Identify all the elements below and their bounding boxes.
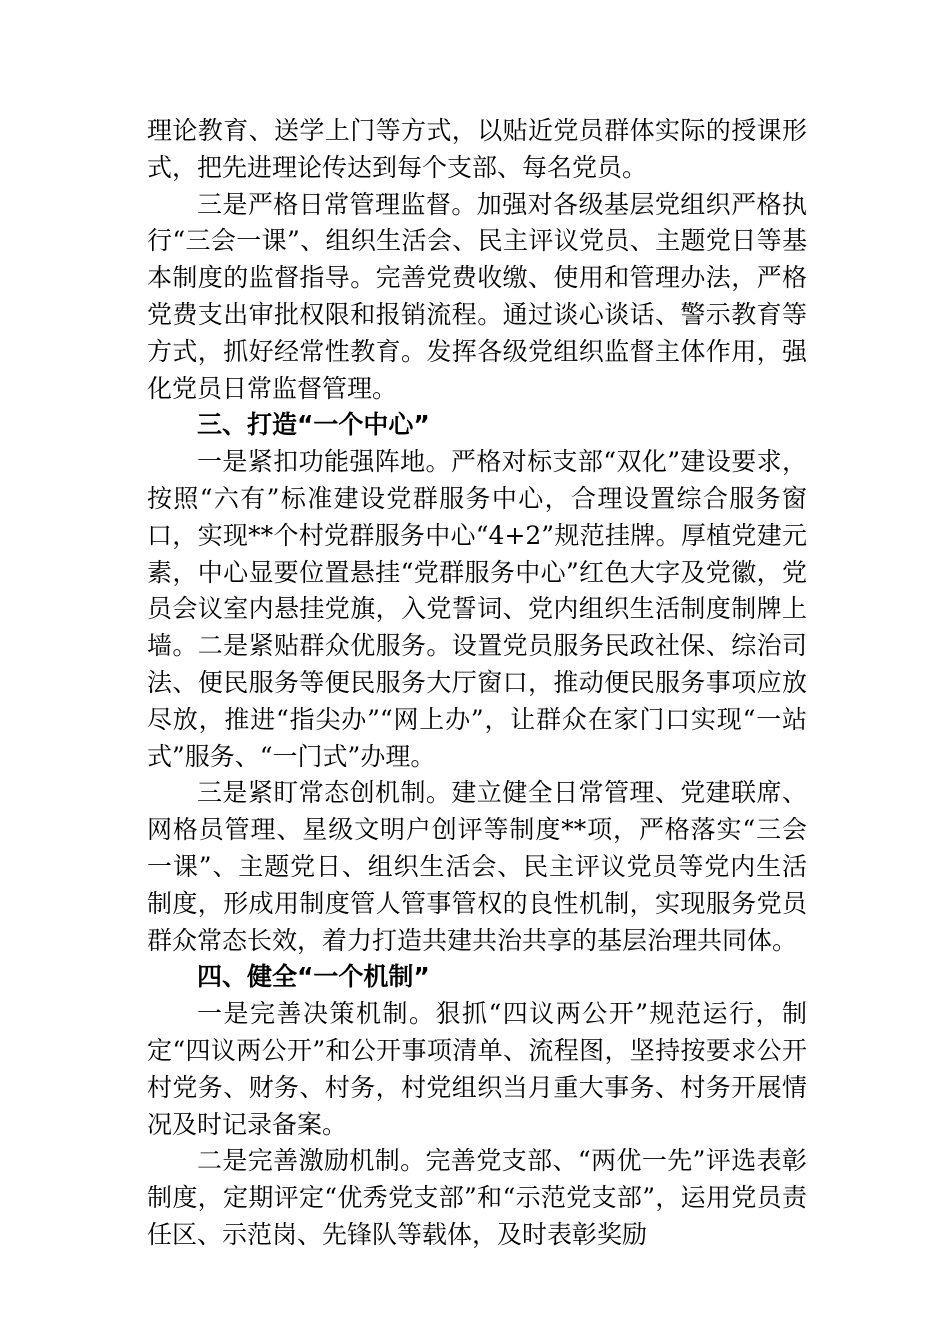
document-page bbox=[147, 113, 807, 1254]
paragraph-6: 二是完善激励机制。完善党支部、“两优一先”评选表彰制度，定期评定“优秀党支部”和“示范党支部”，运用党员责任区、示范岗、先锋队等载体，及时表彰奖励 bbox=[147, 1146, 807, 1249]
paragraph-5: 一是完善决策机制。狠抓“四议两公开”规范运行，制定“四议两公开”和公开事项清单、流程图，坚持按要求公开村党务、财务、村务，村党组织当月重大事务、村务开展情况及时记录备案。 bbox=[147, 999, 807, 1139]
section-heading-4: 四、健全“一个机制” bbox=[197, 962, 430, 992]
paragraph-1: 理论教育、送学上门等方式，以贴近党员群体实际的授课形式，把先进理论传达到每个支部、每名党员。 bbox=[147, 116, 807, 182]
paragraph-3: 一是紧扣功能强阵地。严格对标支部“双化”建设要求，按照“六有”标准建设党群服务中心，合理设置综合服务窗口，实现**个村党群服务中心“4+2”规范挂牌。厚植党建元素，中心显要位置悬挂“党群服务中心”红色大字及党徽，党员会议室内悬挂党旗，入党誓词、党内组织生活制度制牌上墙。二是紧贴群众优服务。设置党员服务民政社保、综治司法、便民服务等便民服务大厅窗口，推动便民服务事项应放尽放，推进“指尖办”“网上办”，让群众在家门口实现“一站式”服务、“一门式”办理。 bbox=[147, 447, 807, 771]
paragraph-2: 三是严格日常管理监督。加强对各级基层党组织严格执行“三会一课”、组织生活会、民主评议党员、主题党日等基本制度的监督指导。完善党费收缴、使用和管理办法，严格党费支出审批权限和报销流程。通过谈心谈话、警示教育等方式，抓好经常性教育。发挥各级党组织监督主体作用，强化党员日常监督管理。 bbox=[147, 189, 807, 403]
paragraph-4: 三是紧盯常态创机制。建立健全日常管理、党建联席、网格员管理、星级文明户创评等制度**项，严格落实“三会一课”、主题党日、组织生活会、民主评议党员等党内生活制度，形成用制度管人管事管权的良性机制，实现服务党员群众常态长效，着力打造共建共治共享的基层治理共同体。 bbox=[147, 778, 807, 955]
section-heading-3: 三、打造“一个中心” bbox=[197, 410, 430, 440]
